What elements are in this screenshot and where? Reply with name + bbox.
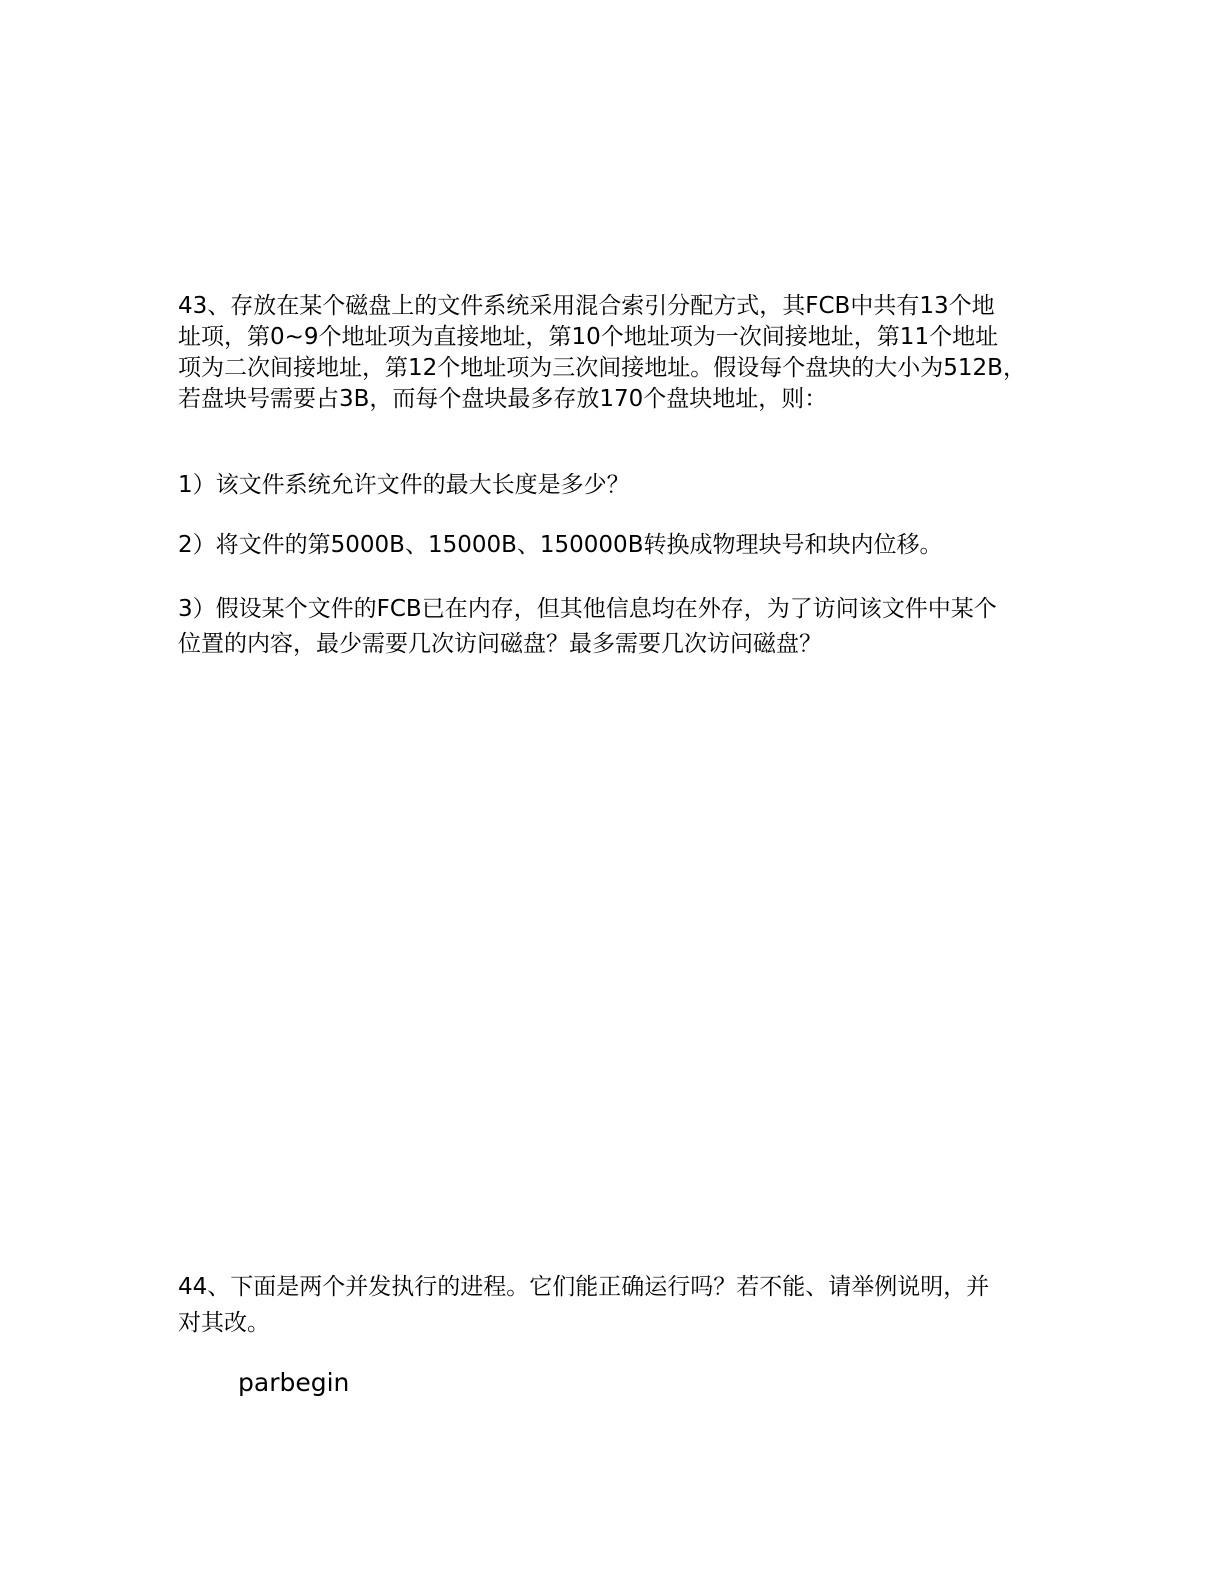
question-43-sub-1: 1）该文件系统允许文件的最大长度是多少？ (178, 472, 630, 498)
question-43-line: 项为二次间接地址，第12个地址项为三次间接地址。假设每个盘块的大小为512B， (178, 355, 1026, 381)
question-43 (178, 291, 1058, 415)
code-parbegin: parbegin (238, 1368, 350, 1397)
question-43-line: 43、存放在某个磁盘上的文件系统采用混合索引分配方式，其FCB中共有13个地 (178, 293, 995, 319)
question-43-sub-3 (178, 588, 1058, 657)
question-44-line: 44、下面是两个并发执行的进程。它们能正确运行吗？若不能、请举例说明，并 (178, 1274, 990, 1300)
question-44-line: 对其改。 (178, 1310, 270, 1336)
question-43-sub-3-line: 位置的内容，最少需要几次访问磁盘？最多需要几次访问磁盘？ (178, 631, 822, 657)
question-43-sub-3-line: 3）假设某个文件的FCB已在内存，但其他信息均在外存，为了访问该文件中某个 (178, 596, 997, 622)
question-44 (178, 1267, 1058, 1339)
question-43-sub-2: 2）将文件的第5000B、15000B、150000B转换成物理块号和块内位移。 (178, 532, 943, 558)
question-43-line: 若盘块号需要占3B，而每个盘块最多存放170个盘块地址，则： (178, 386, 828, 412)
question-43-line: 址项，第0~9个地址项为直接地址，第10个地址项为一次间接地址，第11个地址 (178, 324, 999, 350)
